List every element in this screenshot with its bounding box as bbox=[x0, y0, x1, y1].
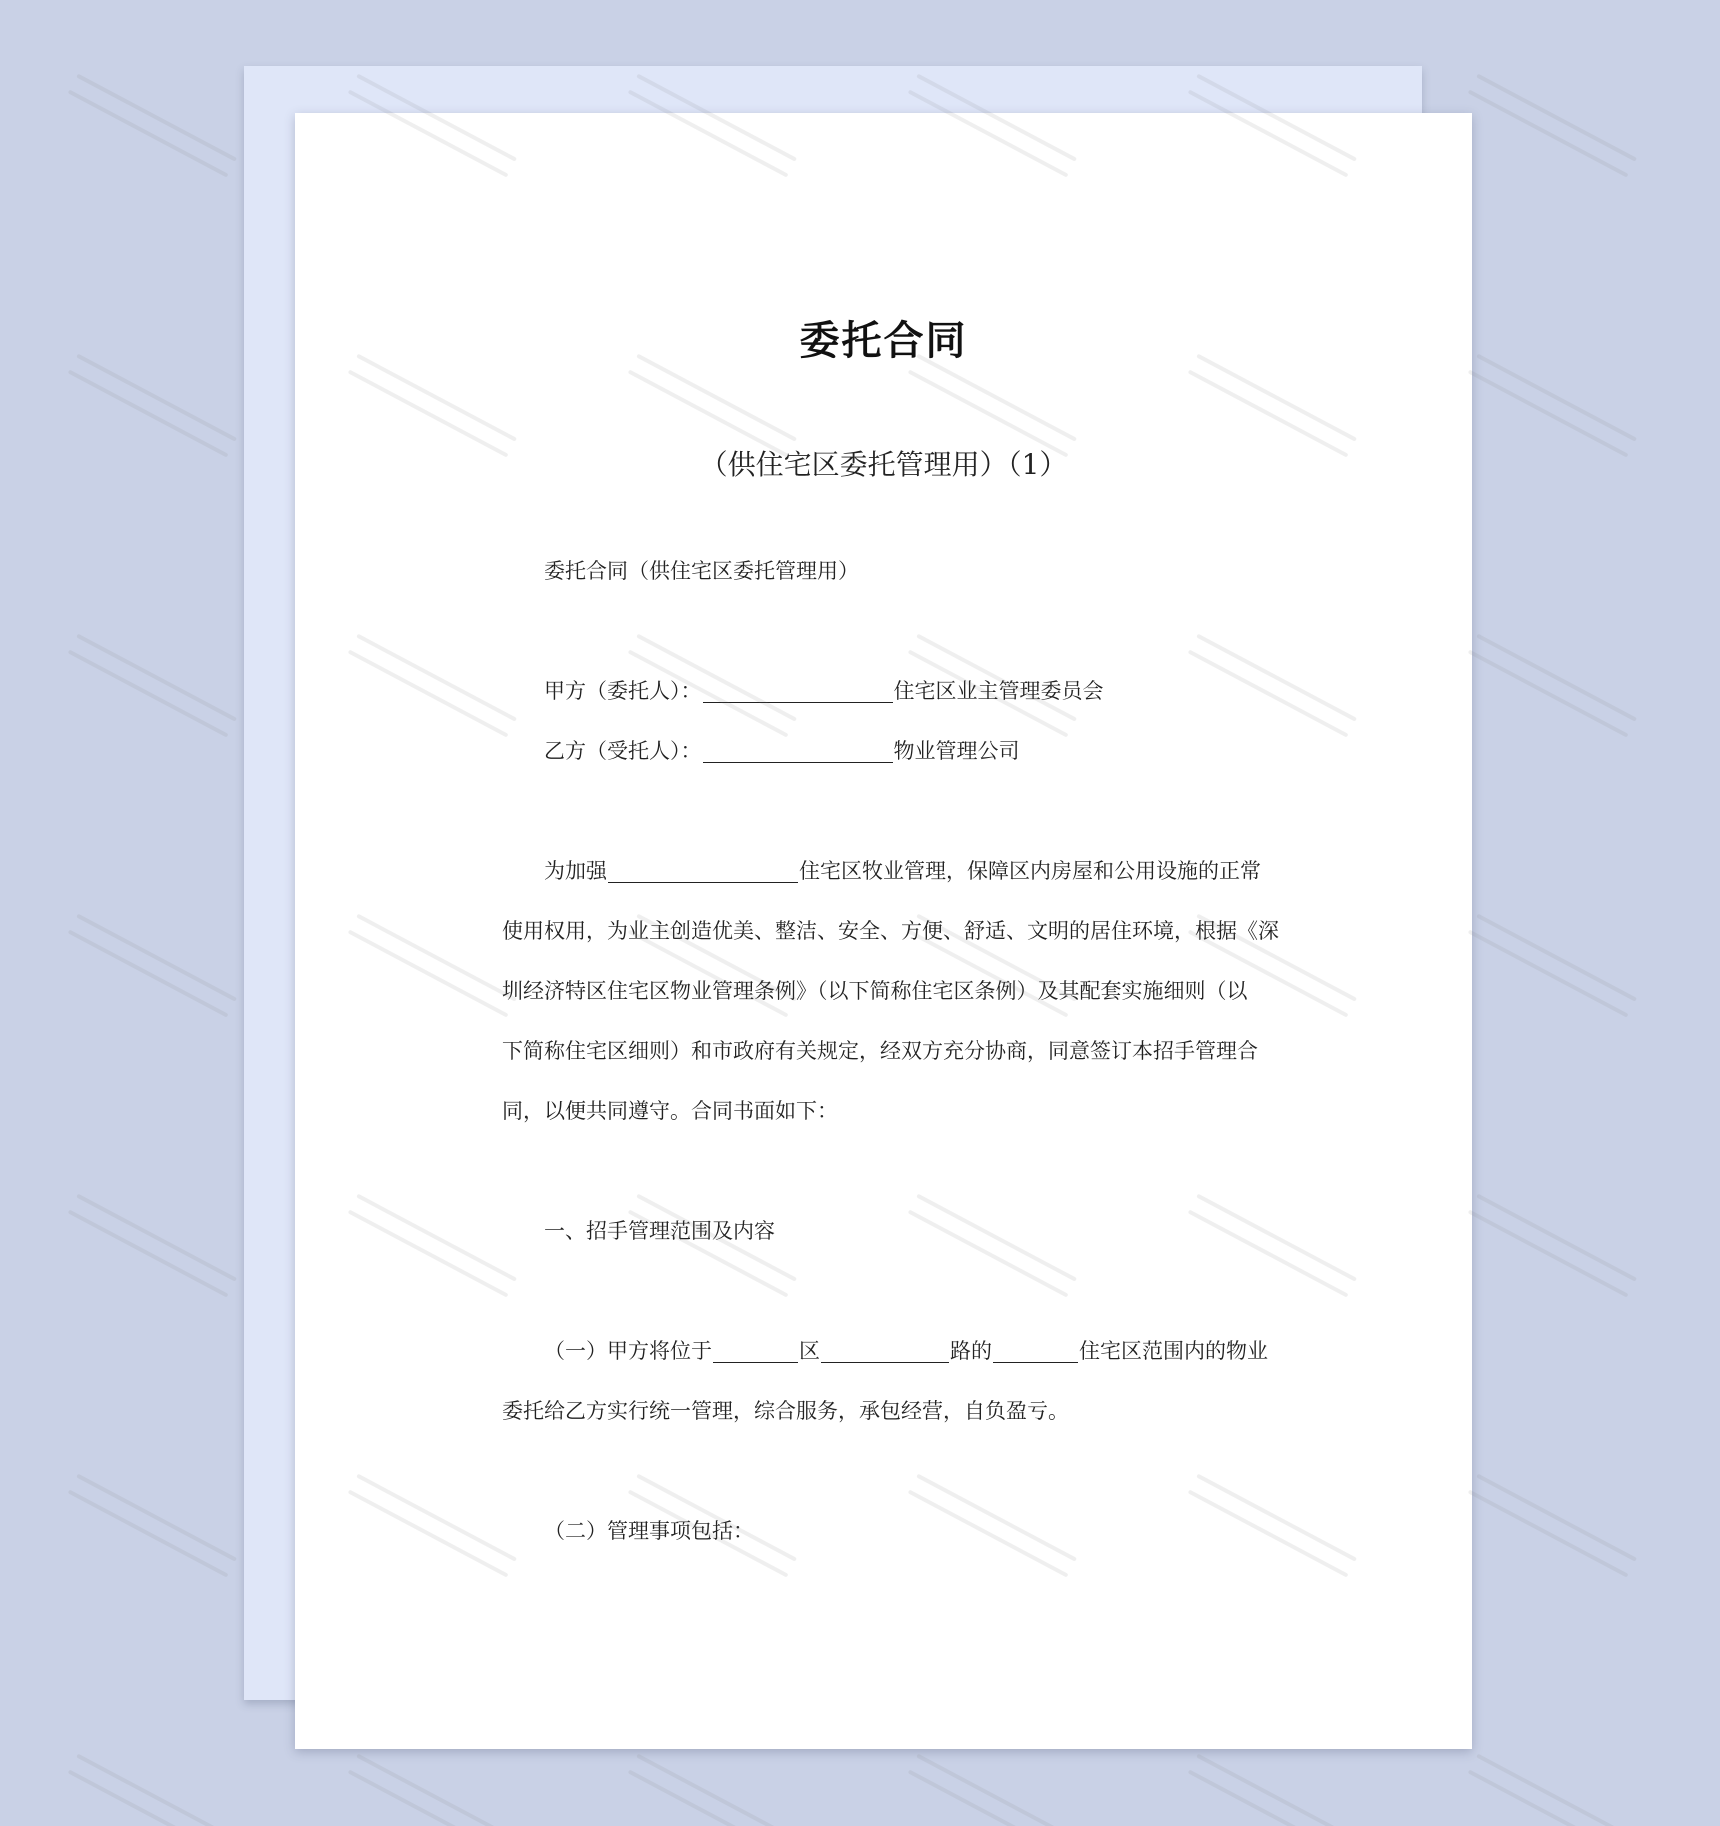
watermark-mark bbox=[1456, 621, 1643, 758]
watermark-mark bbox=[1456, 1181, 1643, 1318]
document-page bbox=[295, 113, 1472, 1749]
party-b-label: 乙方（受托人）： bbox=[544, 739, 702, 763]
watermark-mark bbox=[56, 621, 243, 758]
preamble-line-4: 下简称住宅区细则）和市政府有关规定，经双方充分协商，同意签订本招手管理合 bbox=[502, 1039, 1258, 1063]
preamble-start: 为加强 bbox=[544, 859, 607, 883]
watermark-mark bbox=[1176, 1741, 1363, 1826]
preamble-line-2: 使用权用，为业主创造优美、整洁、安全、方便、舒适、文明的居住环境，根据《深 bbox=[502, 919, 1279, 943]
watermark-mark bbox=[616, 1741, 803, 1826]
section-1-item-1-line-2: 委托给乙方实行统一管理，综合服务，承包经营，自负盈亏。 bbox=[502, 1399, 1069, 1423]
preamble-line-3: 圳经济特区住宅区物业管理条例》（以下简称住宅区条例）及其配套实施细则（以 bbox=[502, 979, 1248, 1003]
watermark-mark bbox=[1456, 1461, 1643, 1598]
party-a-suffix: 住宅区业主管理委员会 bbox=[893, 679, 1104, 703]
item1-rest: 住宅区范围内的物业 bbox=[1079, 1339, 1268, 1363]
party-a-line bbox=[502, 661, 1267, 721]
watermark-mark bbox=[896, 1741, 1083, 1826]
item1-district: 区 bbox=[799, 1339, 820, 1363]
watermark-mark bbox=[56, 341, 243, 478]
preamble-line1-rest: 住宅区牧业管理，保障区内房屋和公用设施的正常 bbox=[799, 859, 1261, 883]
watermark-mark bbox=[56, 1461, 243, 1598]
section-1-item-2: （二）管理事项包括： bbox=[544, 1519, 754, 1543]
item1-blank-district bbox=[821, 1342, 949, 1363]
party-b-blank bbox=[703, 742, 893, 763]
preamble-blank bbox=[608, 862, 798, 883]
party-b-line bbox=[502, 721, 1267, 781]
watermark-mark bbox=[1456, 61, 1643, 198]
section-1-title: 一、招手管理范围及内容 bbox=[544, 1219, 775, 1243]
item1-blank-road bbox=[993, 1342, 1078, 1363]
watermark-mark bbox=[1456, 341, 1643, 478]
document-title: 委托合同 bbox=[799, 318, 968, 364]
heading-line: 委托合同（供住宅区委托管理用） bbox=[544, 559, 859, 583]
watermark-mark bbox=[56, 61, 243, 198]
party-b-suffix: 物业管理公司 bbox=[893, 739, 1020, 763]
watermark-mark bbox=[1456, 901, 1643, 1038]
section-1-item-1 bbox=[502, 1321, 1267, 1381]
document-subtitle: （供住宅区委托管理用）（1） bbox=[699, 448, 1068, 481]
watermark-mark bbox=[336, 1741, 523, 1826]
watermark-mark bbox=[56, 1741, 243, 1826]
party-a-blank bbox=[703, 682, 893, 703]
item1-blank-location bbox=[713, 1342, 798, 1363]
party-a-label: 甲方（委托人）： bbox=[544, 679, 702, 703]
document-body bbox=[502, 541, 1279, 1561]
watermark-mark bbox=[56, 901, 243, 1038]
preamble-line-1 bbox=[502, 841, 1267, 901]
preamble-line-5: 同，以便共同遵守。合同书面如下： bbox=[502, 1099, 838, 1123]
item1-road: 路的 bbox=[950, 1339, 992, 1363]
item1-prefix: （一）甲方将位于 bbox=[544, 1339, 712, 1363]
watermark-mark bbox=[56, 1181, 243, 1318]
watermark-mark bbox=[1456, 1741, 1643, 1826]
